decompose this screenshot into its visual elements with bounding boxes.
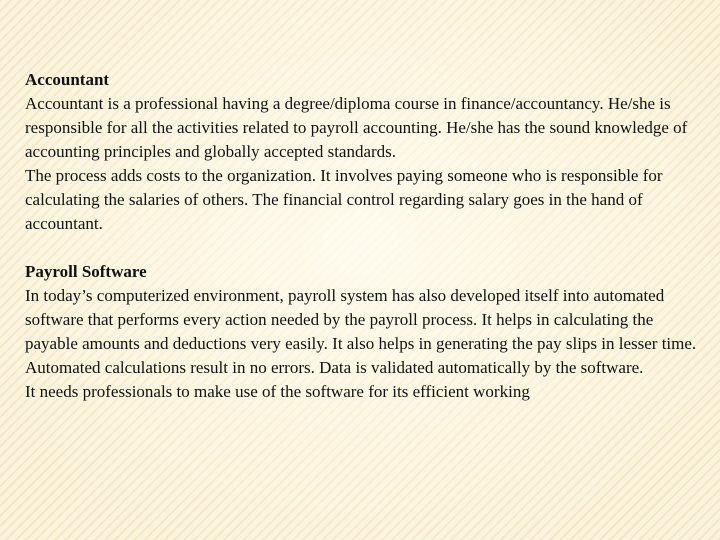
- accountant-paragraph-2: The process adds costs to the organization. It involves paying someone who is responsible for calculating the salaries of others. The financial control regarding salary goes in the hand of accountant.: [25, 166, 663, 233]
- payroll-software-paragraph-2: It needs professionals to make use of the software for its efficient working: [25, 382, 530, 401]
- slide-content: [25, 68, 700, 404]
- accountant-paragraph-1: Accountant is a professional having a degree/diploma course in finance/accountancy. He/she is responsible for all the activities related to payroll accounting. He/she has the sound knowledge of accounting principles and globally accepted standards.: [25, 94, 688, 161]
- section-title-accountant: Accountant: [25, 70, 110, 89]
- section-spacer: [25, 236, 700, 260]
- section-title-payroll-software: Payroll Software: [25, 262, 147, 281]
- payroll-software-paragraph-1: In today’s computerized environment, payroll system has also developed itself into automated software that performs every action needed by the payroll process. It helps in calculating the payable amounts and deductions very easily. It also helps in generating the pay slips in lesser time. Automated calculations result in no errors. Data is validated automatically by the software.: [25, 286, 697, 377]
